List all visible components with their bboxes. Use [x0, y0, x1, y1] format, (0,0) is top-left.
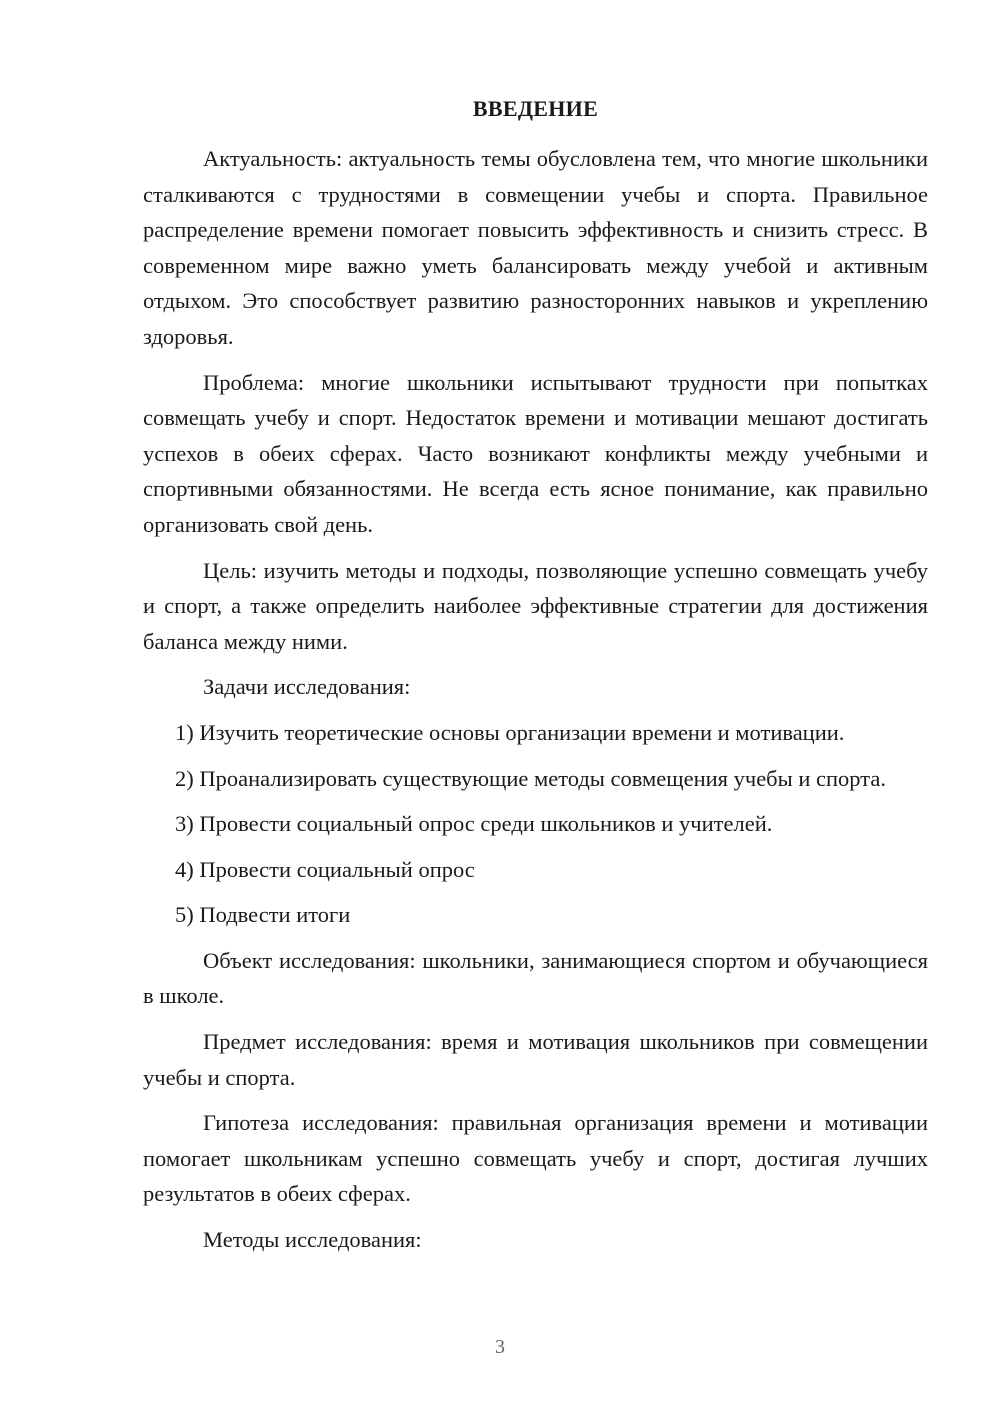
paragraph-problem: Проблема: многие школьники испытывают трудности при попытках совмещать учебу и спорт. Недостаток времени и мотивации мешают достигать успехов в обеих сферах. Часто возникают конфликты между учебными и спортивными обязанностями. Не всегда есть ясное понимание, как правильно организовать свой день. — [143, 369, 928, 537]
paragraph-tasks-heading: Задачи исследования: — [203, 674, 411, 700]
document-page — [143, 94, 928, 1268]
page-number: 3 — [495, 1336, 505, 1358]
paragraph-relevance: Актуальность: актуальность темы обусловлена тем, что многие школьники сталкиваются с трудностями в совмещении учебы и спорта. Правильное распределение времени помогает повысить эффективность и снизить стресс. В современном мире важно уметь балансировать между учебой и активным отдыхом. Это способствует развитию разносторонних навыков и укреплению здоровья. — [143, 146, 928, 349]
task-item: 5) Подвести итоги — [175, 902, 351, 928]
paragraph-subject: Предмет исследования: время и мотивация школьников при совмещении учебы и спорта. — [143, 1029, 928, 1090]
task-item: 1) Изучить теоретические основы организации времени и мотивации. — [175, 719, 845, 745]
paragraph-methods: Методы исследования: — [203, 1227, 422, 1253]
task-item: 3) Провести социальный опрос среди школьников и учителей. — [175, 811, 773, 837]
task-item: 2) Проанализировать существующие методы совмещения учебы и спорта. — [175, 765, 886, 791]
page-title: ВВЕДЕНИЕ — [472, 96, 599, 121]
paragraph-goal: Цель: изучить методы и подходы, позволяющие успешно совмещать учебу и спорт, а также определить наиболее эффективные стратегии для достижения баланса между ними. — [143, 557, 928, 654]
paragraph-object: Объект исследования: школьники, занимающиеся спортом и обучающиеся в школе. — [143, 947, 928, 1009]
paragraph-hypothesis: Гипотеза исследования: правильная организация времени и мотивации помогает школьникам успешно совмещать учебу и спорт, достигая лучших результатов в обеих сферах. — [143, 1110, 928, 1207]
task-item: 4) Провести социальный опрос — [175, 856, 475, 882]
